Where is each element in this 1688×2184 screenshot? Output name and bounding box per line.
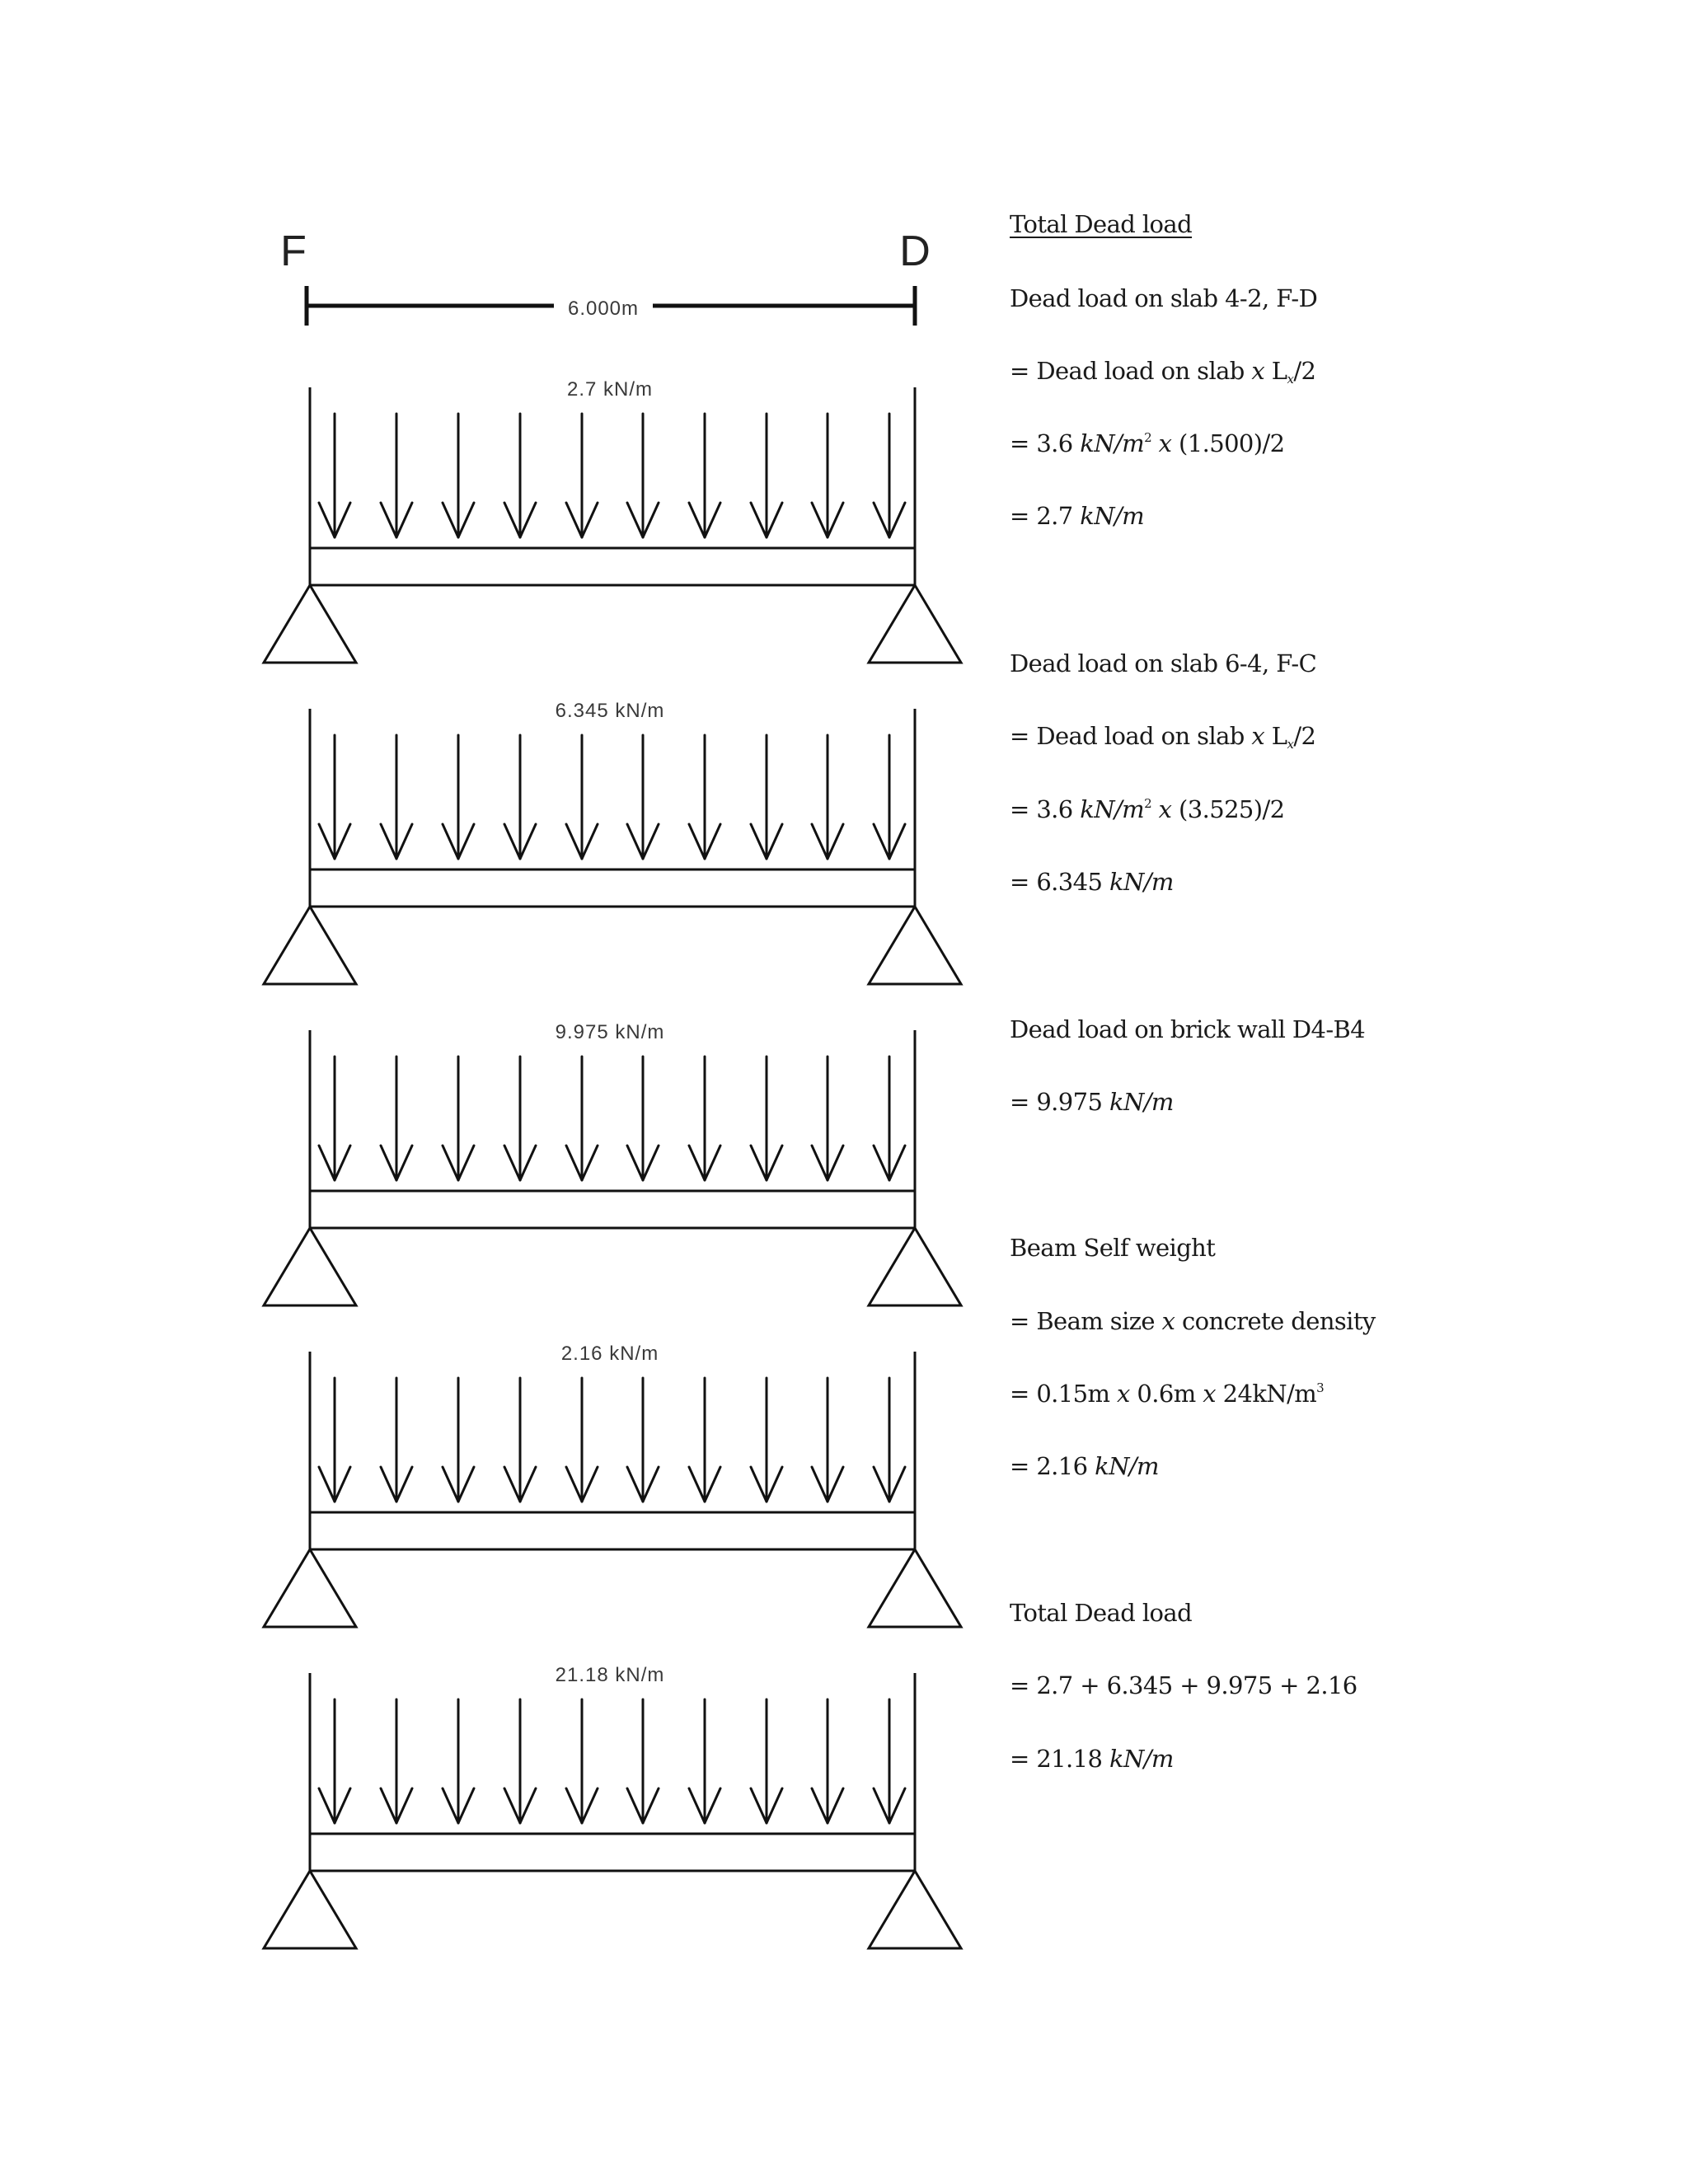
load-arrow (381, 735, 412, 859)
load-arrow (751, 1378, 782, 1502)
slab-fd-title: Dead load on slab 4-2, F-D (1010, 284, 1318, 312)
load-arrow (504, 735, 536, 859)
slab-fc-calculation: = 3.6 $kN/m^2$ x (3.525)/2 (1010, 795, 1285, 823)
load-arrow (504, 414, 536, 537)
beam-body (310, 1834, 915, 1871)
point-label-d: D (899, 227, 931, 275)
load-arrow (381, 1057, 412, 1180)
beam-body (310, 1512, 915, 1549)
load-arrow (689, 1057, 720, 1180)
load-arrow (319, 735, 350, 859)
beam-2 (264, 700, 961, 984)
load-arrow (874, 1378, 905, 1502)
beam-4 (264, 1343, 961, 1627)
slab-fd-calculation: = 3.6 $kN/m^2$ x (1.500)/2 (1010, 429, 1285, 457)
load-arrow (812, 1699, 843, 1823)
self-weight-title: Beam Self weight (1010, 1234, 1216, 1262)
load-arrow (627, 735, 659, 859)
slab-fd-formula: = Dead load on slab x $L_x/2$ (1010, 357, 1316, 387)
load-arrow (504, 1378, 536, 1502)
load-arrow (443, 414, 474, 537)
load-arrow (443, 735, 474, 859)
load-arrow (627, 1699, 659, 1823)
load-arrow (689, 735, 720, 859)
load-arrow (319, 1378, 350, 1502)
load-arrow (443, 1057, 474, 1180)
support-right (869, 1871, 961, 1948)
brick-wall-result: = 9.975 kN/m (1010, 1088, 1174, 1116)
total-title: Total Dead load (1010, 1599, 1193, 1627)
support-right (869, 907, 961, 984)
load-arrow (381, 414, 412, 537)
load-arrow (627, 1057, 659, 1180)
load-arrow (381, 1699, 412, 1823)
load-arrow (566, 414, 598, 537)
load-label: 2.16 kN/m (560, 1343, 659, 1365)
support-left (264, 585, 356, 663)
beam-3 (264, 1021, 961, 1305)
brick-wall-title: Dead load on brick wall D4-B4 (1010, 1015, 1366, 1043)
load-arrow (319, 1057, 350, 1180)
load-arrow (504, 1057, 536, 1180)
beam-5 (264, 1664, 961, 1948)
notes-heading: Total Dead load (1010, 210, 1193, 238)
load-arrow (319, 1699, 350, 1823)
support-right (869, 1228, 961, 1305)
load-arrow (874, 735, 905, 859)
load-arrow (443, 1699, 474, 1823)
load-arrow (812, 414, 843, 537)
beam-body (310, 1191, 915, 1228)
point-label-f: F (280, 227, 307, 275)
load-label: 6.345 kN/m (555, 700, 665, 722)
load-arrow (566, 1378, 598, 1502)
load-arrow (566, 735, 598, 859)
load-arrow (566, 1057, 598, 1180)
self-weight-formula: = Beam size x concrete density (1010, 1307, 1376, 1335)
load-label: 9.975 kN/m (555, 1021, 665, 1043)
load-arrow (812, 1057, 843, 1180)
load-label: 21.18 kN/m (555, 1664, 665, 1686)
load-arrow (874, 1699, 905, 1823)
load-arrow (566, 1699, 598, 1823)
beam-body (310, 869, 915, 907)
load-arrow (504, 1699, 536, 1823)
load-arrow (874, 414, 905, 537)
slab-fc-result: = 6.345 kN/m (1010, 868, 1174, 896)
beam-1 (264, 378, 961, 663)
support-left (264, 907, 356, 984)
load-arrow (689, 1699, 720, 1823)
calculation-notes (1010, 0, 1669, 2184)
load-arrow (751, 1699, 782, 1823)
load-arrow (443, 1378, 474, 1502)
load-arrow (689, 1378, 720, 1502)
load-arrow (874, 1057, 905, 1180)
load-arrow (751, 735, 782, 859)
load-label: 2.7 kN/m (566, 378, 654, 401)
total-result: = 21.18 kN/m (1010, 1745, 1174, 1773)
load-arrow (319, 414, 350, 537)
slab-fc-title: Dead load on slab 6-4, F-C (1010, 649, 1317, 677)
self-weight-calculation: = 0.15m x 0.6m x $24kN/m^3$ (1010, 1380, 1325, 1408)
support-left (264, 1871, 356, 1948)
load-arrow (812, 1378, 843, 1502)
load-arrow (381, 1378, 412, 1502)
load-arrow (627, 1378, 659, 1502)
load-arrow (751, 1057, 782, 1180)
total-sum: = 2.7 + 6.345 + 9.975 + 2.16 (1010, 1671, 1357, 1699)
support-left (264, 1228, 356, 1305)
support-right (869, 585, 961, 663)
load-arrow (751, 414, 782, 537)
self-weight-result: = 2.16 kN/m (1010, 1452, 1159, 1480)
slab-fd-result: = 2.7 kN/m (1010, 502, 1145, 530)
beam-body (310, 548, 915, 585)
load-arrow (812, 735, 843, 859)
support-left (264, 1549, 356, 1627)
support-right (869, 1549, 961, 1627)
slab-fc-formula: = Dead load on slab x $L_x/2$ (1010, 722, 1316, 752)
load-arrow (627, 414, 659, 537)
span-length-label: 6.000m (567, 298, 640, 320)
load-arrow (689, 414, 720, 537)
